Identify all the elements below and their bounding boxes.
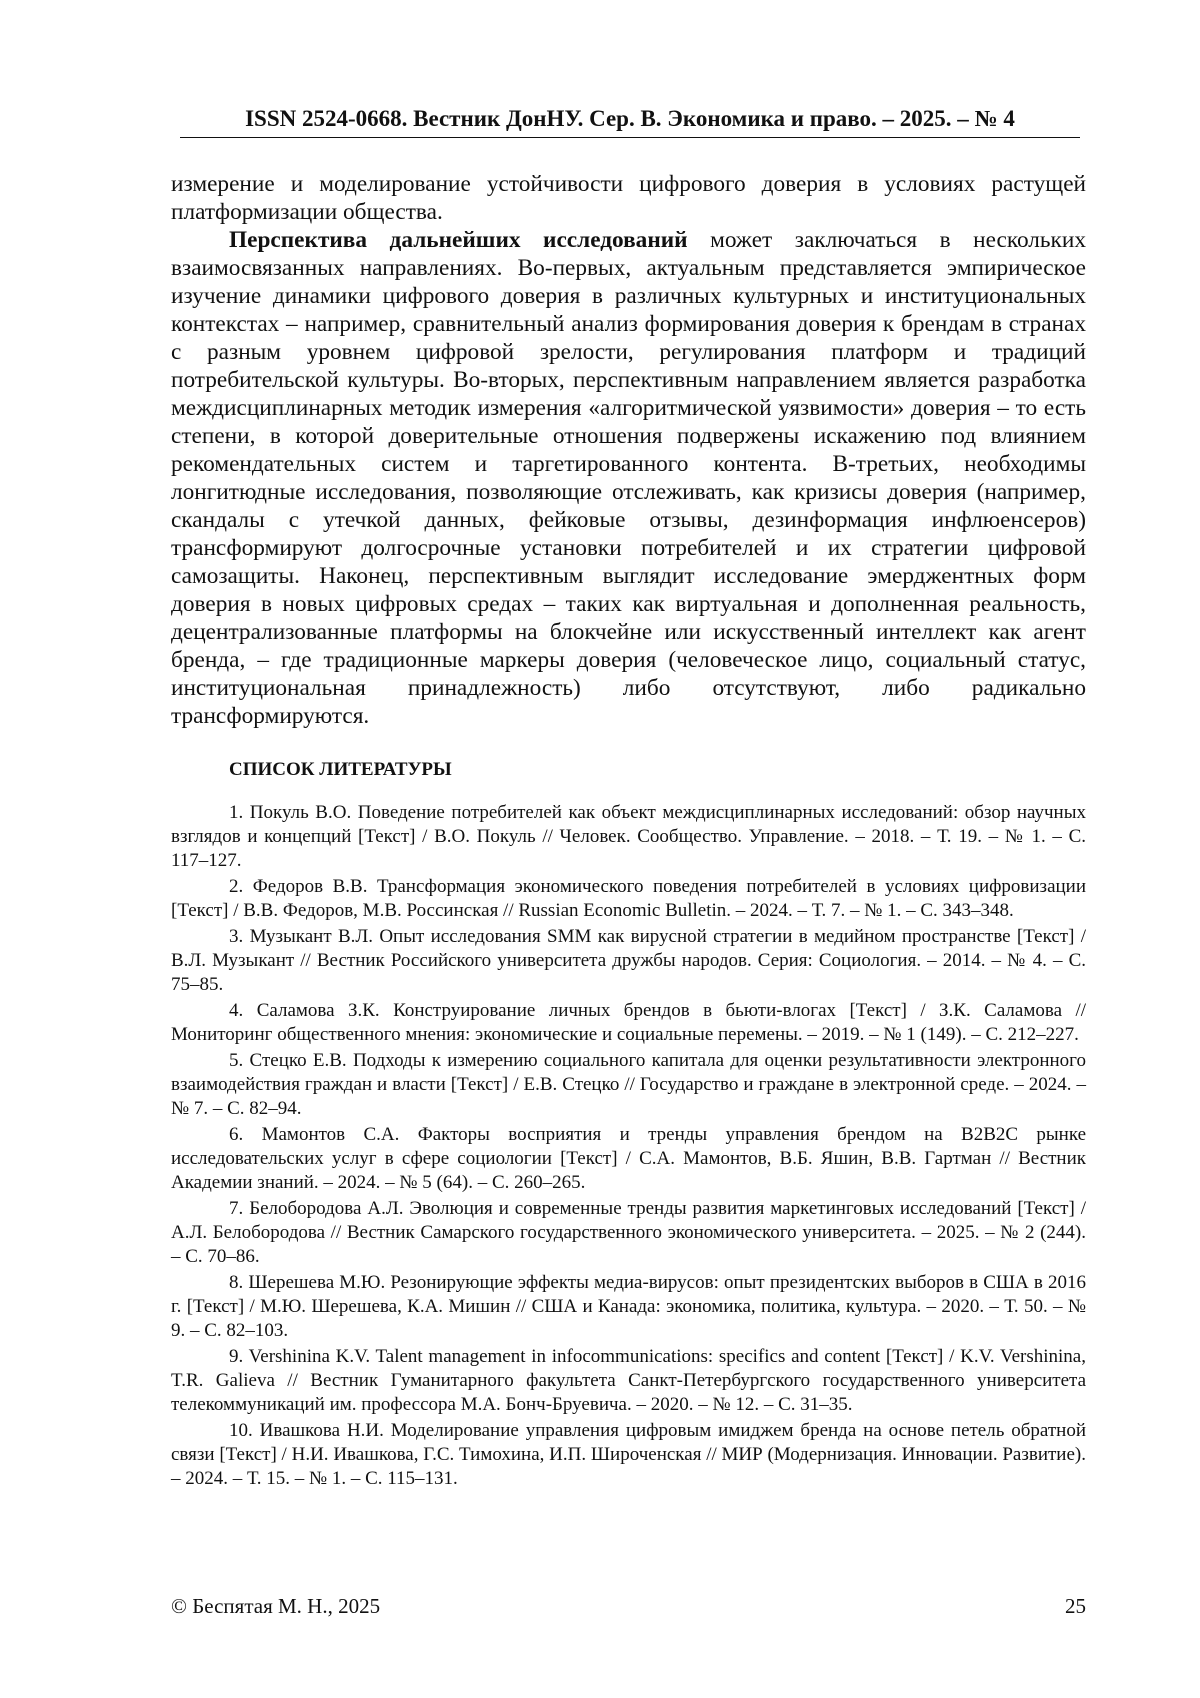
- references-list: [171, 801, 1086, 1493]
- reference-number: 5.: [229, 1050, 244, 1071]
- reference-text: Мамонтов С.А. Факторы восприятия и тренды управления брендом на B2B2C рынке исследовательских услуг в сфере социологии [Текст] / С.А. Мамонтов, В.Б. Яшин, В.В. Гартман // Вестник Академии знаний. – 2024. – № 5 (64). – С. 260–265.: [171, 1124, 1087, 1193]
- reference-text: Белобородова А.Л. Эволюция и современные тренды развития маркетинговых исследований [Текст] / А.Л. Белобородова // Вестник Самарского государственного экономического университета. – 2025. – № 2 (244). – С. 70–86.: [171, 1198, 1087, 1267]
- reference-text: Музыкант В.Л. Опыт исследования SMM как вирусной стратегии в медийном пространстве [Текст] / В.Л. Музыкант // Вестник Российского университета дружбы народов. Серия: Социология. – 2014. – № 4. – С. 75–85.: [171, 926, 1086, 995]
- reference-item: [171, 1345, 1086, 1417]
- paragraph-continuation: измерение и моделирование устойчивости цифрового доверия в условиях растущей платформизации общества.: [171, 171, 1086, 225]
- reference-item: [171, 1419, 1086, 1491]
- reference-number: 6.: [229, 1124, 244, 1145]
- reference-text: Саламова З.К. Конструирование личных брендов в бьюти-влогах [Текст] / З.К. Саламова // Мониторинг общественного мнения: экономические и социальные перемены. – 2019. – № 1 (149). – С. 212–227.: [171, 1000, 1087, 1045]
- reference-text: Стецко Е.В. Подходы к измерению социального капитала для оценки результативности электронного взаимодействия граждан и власти [Текст] / Е.В. Стецко // Государство и граждане в электронной среде. – 2024. – № 7. – С. 82–94.: [171, 1050, 1086, 1119]
- reference-text: Покуль В.О. Поведение потребителей как объект междисциплинарных исследований: обзор научных взглядов и концепций [Текст] / В.О. Покуль // Человек. Сообщество. Управление. – 2018. – Т. 19. – № 1. – С. 117–127.: [171, 802, 1086, 871]
- reference-item: [171, 875, 1086, 923]
- body-text: [171, 170, 1086, 730]
- copyright: © Беспятая М. Н., 2025: [171, 1594, 381, 1618]
- reference-number: 3.: [229, 926, 244, 947]
- reference-item: [171, 1123, 1086, 1195]
- reference-item: [171, 1197, 1086, 1269]
- running-header: ISSN 2524-0668. Вестник ДонНУ. Сер. В. Экономика и право. – 2025. – № 4: [180, 104, 1080, 138]
- paragraph-bold-lead: Перспектива дальнейших исследований: [229, 227, 688, 253]
- reference-item: [171, 1049, 1086, 1121]
- reference-item: [171, 1271, 1086, 1343]
- reference-text: Федоров В.В. Трансформация экономического поведения потребителей в условиях цифровизации [Текст] / В.В. Федоров, М.В. Россинская // Russian Economic Bulletin. – 2024. – Т. 7. – № 1. – С. 343–348.: [171, 876, 1087, 921]
- reference-number: 1.: [229, 802, 244, 823]
- reference-text: Ивашкова Н.И. Моделирование управления цифровым имиджем бренда на основе петель обратной связи [Текст] / Н.И. Ивашкова, Г.С. Тимохина, И.П. Широченская // МИР (Модернизация. Инновации. Развитие). – 2024. – Т. 15. – № 1. – С. 115–131.: [171, 1420, 1087, 1489]
- reference-number: 2.: [229, 876, 244, 897]
- reference-number: 7.: [229, 1198, 244, 1219]
- reference-text: Vershinina K.V. Talent management in infocommunications: specifics and content [Текст] / K.V. Vershinina, T.R. Galieva // Вестник Гуманитарного факультета Санкт-Петербургского государственного университета телекоммуникаций им. профессора М.А. Бонч-Бруевича. – 2020. – № 12. – С. 31–35.: [171, 1346, 1086, 1415]
- page-number: 25: [1065, 1594, 1086, 1618]
- reference-number: 10.: [229, 1420, 253, 1441]
- reference-item: [171, 801, 1086, 873]
- reference-number: 9.: [229, 1346, 244, 1367]
- reference-text: Шерешева М.Ю. Резонирующие эффекты медиа-вирусов: опыт президентских выборов в США в 2016 г. [Текст] / М.Ю. Шерешева, К.А. Мишин // США и Канада: экономика, политика, культура. – 2020. – Т. 50. – № 9. – С. 82–103.: [171, 1272, 1087, 1341]
- paragraph-text: может заключаться в нескольких взаимосвязанных направлениях. Во-первых, актуальным представляется эмпирическое изучение динамики цифрового доверия в различных культурных и институциональных контекстах – например, сравнительный анализ формирования доверия к брендам в странах с разным уровнем цифровой зрелости, регулирования платформ и традиций потребительской культуры. Во-вторых, перспективным направлением является разработка междисциплинарных методик измерения «алгоритмической уязвимости» доверия – то есть степени, в которой доверительные отношения подвержены искажению под влиянием рекомендательных систем и таргетированного контента. В-третьих, необходимы лонгитюдные исследования, позволяющие отслеживать, как кризисы доверия (например, скандалы с утечкой данных, фейковые отзывы, дезинформация инфлюенсеров) трансформируют долгосрочные установки потребителей и их стратегии цифровой самозащиты. Наконец, перспективным выглядит исследование эмерджентных форм доверия в новых цифровых средах – таких как виртуальная и дополненная реальность, децентрализованные платформы на блокчейне или искусственный интеллект как агент бренда, – где традиционные маркеры доверия (человеческое лицо, социальный статус, институциональная принадлежность) либо отсутствуют, либо радикально трансформируются.: [171, 227, 1086, 729]
- reference-item: [171, 999, 1086, 1047]
- reference-number: 8.: [229, 1272, 244, 1293]
- references-heading: СПИСОК ЛИТЕРАТУРЫ: [229, 759, 452, 780]
- reference-number: 4.: [229, 1000, 244, 1021]
- reference-item: [171, 925, 1086, 997]
- paragraph-research-perspective: [171, 226, 1086, 730]
